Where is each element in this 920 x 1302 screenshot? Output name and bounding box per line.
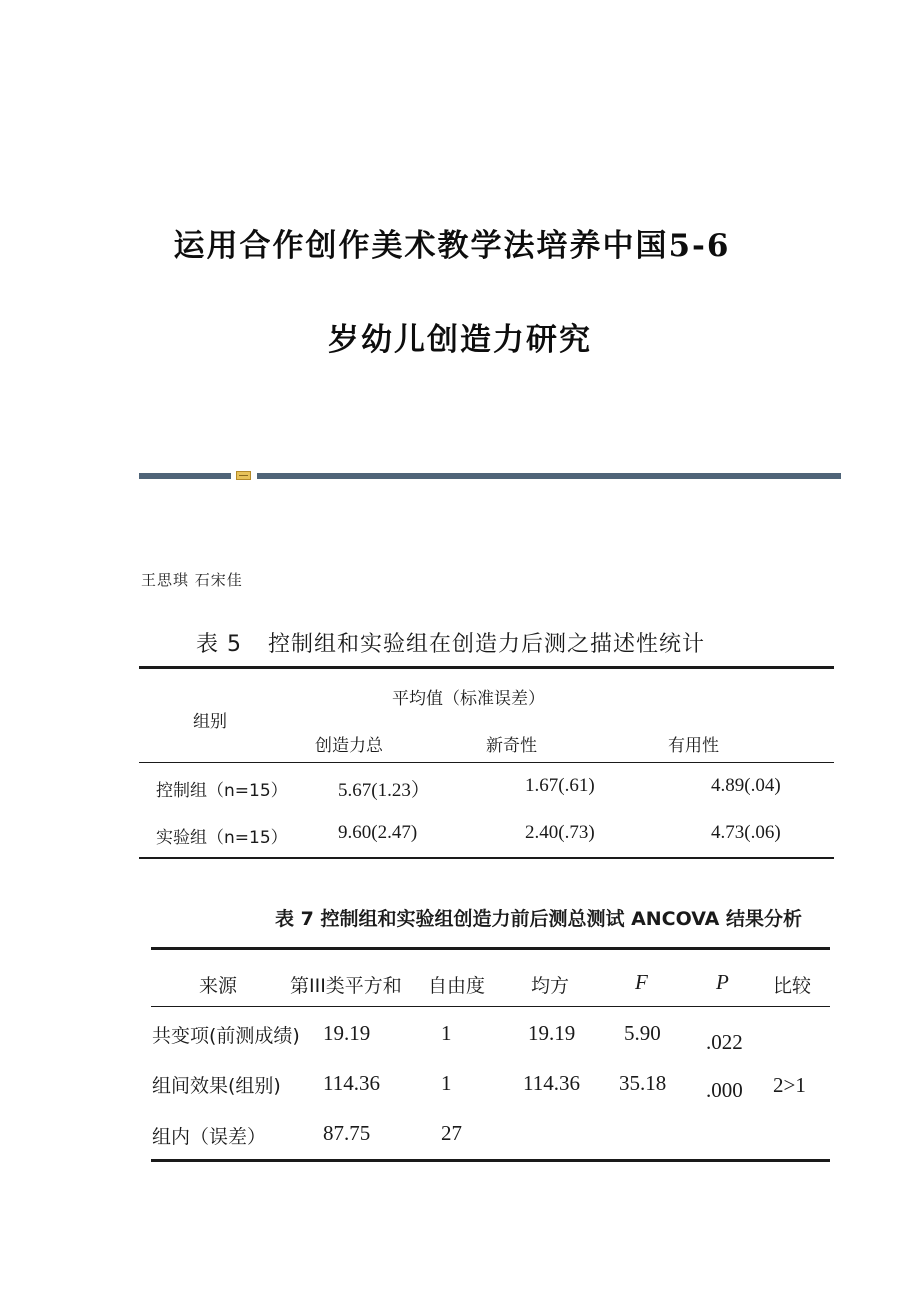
table5-row2-usefulness: 4.73(.06) xyxy=(711,822,781,843)
table5-row1-total: 5.67(1.23） xyxy=(338,780,430,801)
title-divider xyxy=(139,471,841,480)
table7-row2-p: .000 xyxy=(706,1078,743,1102)
table7-mid-rule xyxy=(151,1006,830,1007)
table7-header-ss: 第III类平方和 xyxy=(290,975,402,997)
table7-row1-df: 1 xyxy=(441,1021,452,1045)
table5-header-group: 组别 xyxy=(193,712,227,732)
authors: 王思琪 石宋佳 xyxy=(141,571,243,589)
table5-mid-rule xyxy=(139,762,834,763)
table7-row2-source: 组间效果(组别) xyxy=(152,1075,281,1097)
table7-header-df: 自由度 xyxy=(428,975,486,997)
table5-row2-total: 9.60(2.47) xyxy=(338,822,418,843)
table5-row1-usefulness: 4.89(.04) xyxy=(711,775,781,796)
table7-header-source: 来源 xyxy=(199,975,238,997)
table7-caption: 表 7 控制组和实验组创造力前后测总测试 ANCOVA 结果分析 xyxy=(275,908,802,930)
table5-header-col-usefulness: 有用性 xyxy=(668,736,719,756)
table7-row3-ss: 87.75 xyxy=(323,1121,371,1145)
paper-title-line-2: 岁幼儿创造力研究 xyxy=(328,322,592,358)
table5-bottom-rule xyxy=(139,857,834,859)
table7-row2-ss: 114.36 xyxy=(323,1071,380,1095)
table5-header-col-novelty: 新奇性 xyxy=(486,736,537,756)
table7-row1-source: 共变项(前测成绩) xyxy=(152,1025,300,1047)
table5-row2-group: 实验组（n=15） xyxy=(156,828,288,848)
table5-row1-group: 控制组（n=15） xyxy=(156,781,288,801)
table7-header-ms: 均方 xyxy=(531,975,570,997)
table7-header-f: F xyxy=(635,970,648,994)
table5-row2-novelty: 2.40(.73) xyxy=(525,822,595,843)
table5-caption-text: 控制组和实验组在创造力后测之描述性统计 xyxy=(268,632,706,657)
divider-bar-right xyxy=(257,473,841,479)
table7-row2-f: 35.18 xyxy=(619,1071,667,1095)
table7-row1-p: .022 xyxy=(706,1030,743,1054)
table7-row1-ss: 19.19 xyxy=(323,1021,371,1045)
table7-row3-source: 组内（误差） xyxy=(152,1126,267,1148)
table7-row2-compare: 2>1 xyxy=(773,1073,806,1097)
table5-caption-number: 表 5 xyxy=(196,632,242,657)
table7-header-p: P xyxy=(716,970,729,994)
table7-top-rule xyxy=(151,947,830,950)
table5-header-mean: 平均值（标准误差） xyxy=(392,689,545,709)
paper-title-line-1: 运用合作创作美术教学法培养中国5-6 xyxy=(173,228,731,264)
table5-caption xyxy=(196,627,705,658)
table7-row3-df: 27 xyxy=(441,1121,462,1145)
table5-top-rule xyxy=(139,666,834,669)
table7-row1-ms: 19.19 xyxy=(528,1021,576,1045)
table7-row1-f: 5.90 xyxy=(624,1021,661,1045)
table7-header-compare: 比较 xyxy=(773,975,812,997)
table5-row1-novelty: 1.67(.61) xyxy=(525,775,595,796)
table7-row2-df: 1 xyxy=(441,1071,452,1095)
divider-ornament-icon xyxy=(236,471,251,480)
divider-bar-left xyxy=(139,473,231,479)
table7-row2-ms: 114.36 xyxy=(523,1071,580,1095)
table5-header-col-total: 创造力总 xyxy=(315,736,383,756)
table7-bottom-rule xyxy=(151,1159,830,1162)
